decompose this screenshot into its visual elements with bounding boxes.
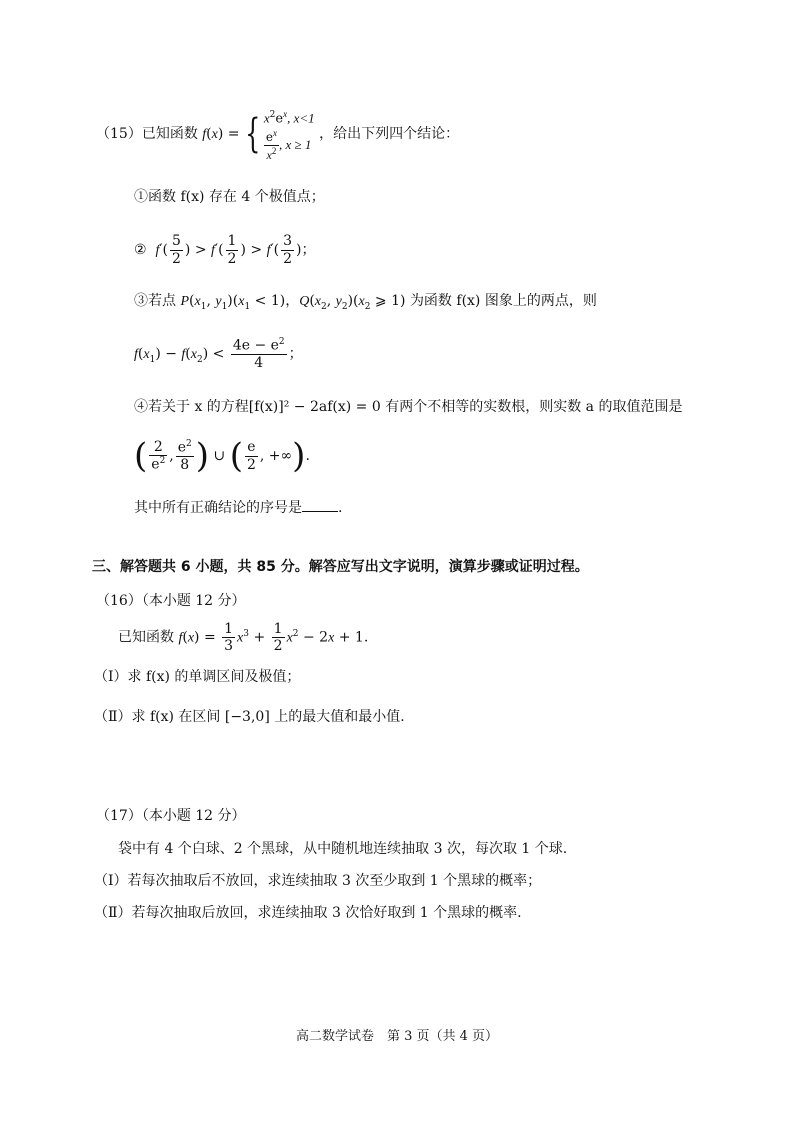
q15-stem: （15）已知函数 f(x) = { $x^2e^x$, x<1 $\frac{e^x}{x^2}$ , x ≥ 1 ，给出下列四个结论： xyxy=(96,104,459,164)
q16-stem: 已知函数 f(x) = $\frac{1}{3}$ $x^3$ + $\frac{1}{2}$ $x^2 - 2x + 1$. xyxy=(118,621,369,655)
q15-c3-inequality: $f(x_1) - f(x_2)$ < $\frac{4e - e^2}{4}$ ； xyxy=(134,337,303,371)
q15-conclusion-2: ② f′( $\frac{5}{2}$ ) > f′( $\frac{1}{2}$ ) > f′( $\frac{3}{2}$ )； xyxy=(134,233,316,267)
q15-c3-mid: 为函数 f(x) 图象上的两点，则 xyxy=(409,293,597,309)
q16-number: （16）（本小题 12 分） xyxy=(96,593,246,609)
q15-answer-prompt: 其中所有正确结论的序号是 xyxy=(134,500,302,516)
q15-function-name: f xyxy=(202,127,207,142)
q15-number: （15） xyxy=(96,126,142,142)
q16-part-2: （Ⅱ）求 f(x) 在区间 [−3,0] 上的最大值和最小值. xyxy=(94,709,405,725)
q17-part-2: （Ⅱ）若每次抽取后放回，求连续抽取 3 次恰好取到 1 个黑球的概率. xyxy=(94,905,522,921)
q15-trailing: ，给出下列四个结论： xyxy=(319,126,460,142)
q16-intro: 已知函数 xyxy=(118,629,174,646)
q15-brace: { xyxy=(245,111,261,157)
q17-stem: 袋中有 4 个白球、2 个黑球，从中随机地连续抽取 3 次，每次取 1 个球. xyxy=(118,841,568,857)
q15-conclusion-1: ①函数 f(x) 存在 4 个极值点； xyxy=(134,189,325,205)
q15-c2-label: ② xyxy=(134,242,147,258)
q17-number: （17）（本小题 12 分） xyxy=(96,808,246,824)
q15-c3-prefix: ③若点 xyxy=(134,293,176,309)
q15-piecewise xyxy=(264,105,315,163)
q15-answer-line: 其中所有正确结论的序号是 . xyxy=(134,500,343,516)
q15-piece-2: $\frac{e^x}{x^2}$ , x ≥ 1 xyxy=(265,128,312,163)
q15-c4-range: ( $\frac{2}{e^2}$ , $\frac{e^2}{8}$ ) ∪ ( $\frac{e}{2}$ , +∞). xyxy=(134,436,310,476)
q15-conclusion-3: ③若点 $P(x_1$, $y_1)(x_1 < 1)$，$Q(x_2$, $y_2)(x_2$ ⩾ 1) 为函数 f(x) 图象上的两点，则 xyxy=(134,293,597,312)
q15-intro: 已知函数 xyxy=(141,126,198,142)
q15-piece-1: $x^2e^x$, x<1 xyxy=(263,109,315,127)
q15-conclusion-4: ④若关于 x 的方程[f(x)]² − 2af(x) = 0 有两个不相等的实数根，则实数 a 的取值范围是 xyxy=(134,399,683,415)
q17-part-1: （Ⅰ）若每次抽取后不放回，求连续抽取 3 次至少取到 1 个黑球的概率； xyxy=(94,873,542,889)
section-3-heading: 三、解答题共 6 小题，共 85 分。解答应写出文字说明，演算步骤或证明过程。 xyxy=(92,559,589,575)
answer-blank[interactable] xyxy=(302,499,338,512)
q16-part-1: （Ⅰ）求 f(x) 的单调区间及极值； xyxy=(94,669,301,685)
page-footer: 高二数学试卷 第 3 页（共 4 页） xyxy=(295,1029,499,1044)
